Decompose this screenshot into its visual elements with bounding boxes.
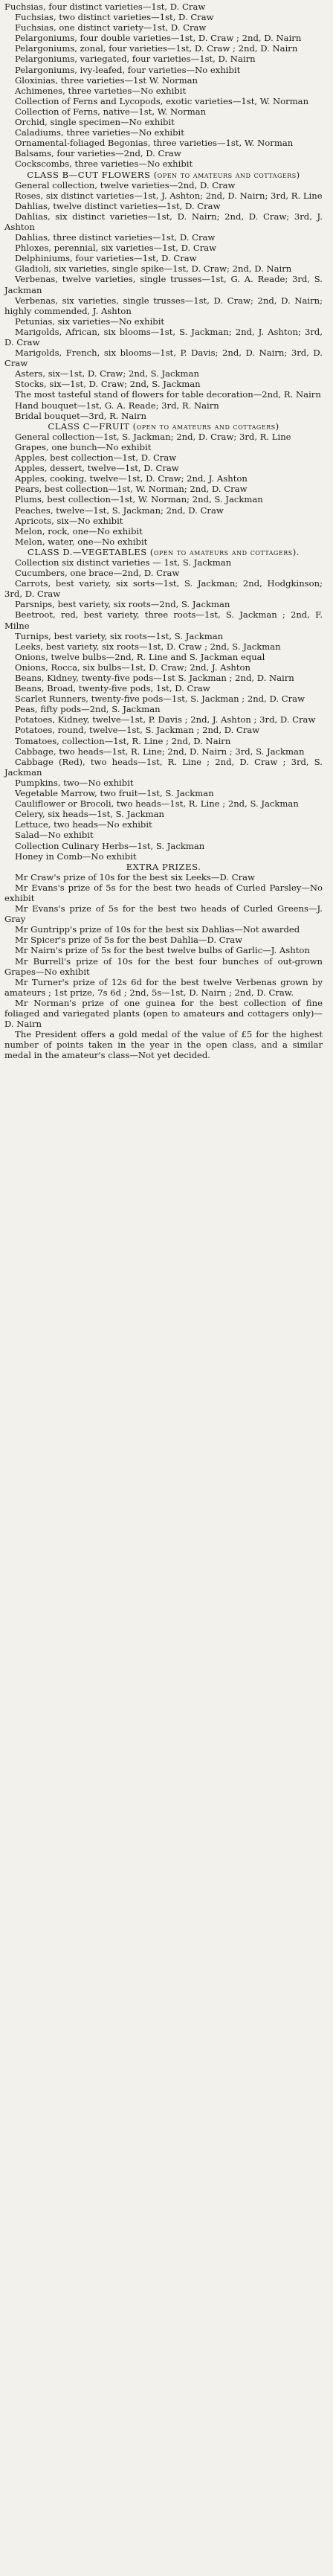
result-paragraph: Bridal bouquet—3rd, R. Nairn [15, 410, 146, 421]
result-paragraph: Melon, water, one—No exhibit [15, 536, 148, 547]
result-paragraph: Onions, twelve bulbs—2nd, R. Line and S. Jackman equal [15, 651, 265, 662]
result-paragraph: Gloxinias, three varieties—1st W. Norman [15, 74, 198, 86]
result-paragraph: Potatoes, round, twelve—1st, S. Jackman ; 2nd, D. Craw [15, 725, 260, 736]
result-paragraph: Mr Norman's prize of one guinea for the best collection of fine foliaged and variegated plants (open to amateurs and cottagers only)—D. Nairn [4, 997, 323, 1030]
result-paragraph: Fuchsias, two distinct varieties—1st, D. Craw [15, 12, 214, 23]
result-paragraph: Potatoes, Kidney, twelve—1st, P. Davis ; 2nd, J. Ashton ; 3rd, D. Craw [15, 714, 316, 725]
result-paragraph: Mr Spicer's prize of 5s for the best Dahlia—D. Craw [15, 935, 243, 946]
result-paragraph: Pelargoniums, ivy-leafed, four varieties—No exhibit [15, 64, 241, 75]
result-paragraph: Vegetable Marrow, two fruit—1st, S. Jackman [15, 788, 214, 799]
result-paragraph: Collection of Ferns and Lycopods, exotic varieties—1st, W. Norman [15, 95, 309, 106]
result-paragraph: General collection—1st, S. Jackman; 2nd, D. Craw; 3rd, R. Line [15, 431, 291, 442]
result-paragraph: Cucumbers, one brace—2nd, D. Craw [15, 568, 180, 579]
result-paragraph: Celery, six heads—1st, S. Jackman [15, 809, 165, 820]
result-paragraph: Apricots, six—No exhibit [15, 515, 123, 526]
result-paragraph: General collection, twelve varieties—2nd, D. Craw [15, 179, 236, 190]
result-paragraph: Onions, Rocca, six bulbs—1st, D. Craw; 2nd, J. Ashton [15, 661, 250, 673]
result-paragraph: Mr Burrell's prize of 10s for the best four bunches of out-grown Grapes—No exhibit [4, 955, 323, 977]
result-paragraph: Phloxes, perennial, six varieties—1st, D. Craw [15, 243, 217, 254]
result-paragraph: Balsams, four varieties—2nd, D. Craw [15, 148, 181, 159]
result-paragraph: The President offers a gold medal of the value of £5 for the highest number of points taken in the year in the open class, and a similar medal in the amateur's class—Not yet decided. [4, 1029, 323, 1061]
section-heading: CLASS D.—VEGETABLES (open to amateurs and cottagers). [28, 546, 300, 557]
result-paragraph: Pumpkins, two—No exhibit [15, 777, 134, 788]
result-paragraph: Pelargoniums, zonal, four varieties—1st, D. Craw ; 2nd, D. Nairn [15, 43, 298, 54]
result-paragraph: Marigolds, French, six blooms—1st, P. Davis; 2nd, D. Nairn; 3rd, D. Craw [4, 347, 323, 369]
result-paragraph: Mr Evans's prize of 5s for the best two heads of Curled Parsley—No exhibit [4, 882, 323, 903]
result-paragraph: Mr Guntripp's prize of 10s for the best six Dahlias—Not awarded [15, 924, 300, 935]
result-paragraph: Petunias, six varieties—No exhibit [15, 315, 165, 327]
result-paragraph: Stocks, six—1st, D. Craw; 2nd, S. Jackman [15, 379, 201, 390]
result-paragraph: Cockscombs, three varieties—No exhibit [15, 158, 193, 170]
result-paragraph: Apples, cooking, twelve—1st, D. Craw; 2nd, J. Ashton [15, 473, 248, 484]
result-paragraph: Roses, six distinct varieties—1st, J. Ashton; 2nd, D. Nairn; 3rd, R. Line [15, 190, 323, 201]
result-paragraph: Peaches, twelve—1st, S. Jackman; 2nd, D. Craw [15, 504, 224, 516]
result-paragraph: Mr Turner's prize of 12s 6d for the best twelve Verbenas grown by amateurs ; 1st prize, 7s 6d ; 2nd, 5s—1st, D. Nairn ; 2nd, D. Craw. [4, 976, 323, 998]
result-paragraph: Pelargoniums, variegated, four varieties—1st, D. Nairn [15, 54, 256, 65]
result-paragraph: Verbenas, twelve varieties, single trusses—1st, G. A. Reade; 3rd, S. Jackman [4, 274, 323, 295]
result-paragraph: Collection of Ferns, native—1st, W. Norman [15, 106, 207, 117]
result-paragraph: Ornamental-foliaged Begonias, three varieties—1st, W. Norman [15, 138, 294, 149]
result-paragraph: Gladioli, six varieties, single spike—1st, D. Craw; 2nd, D. Nairn [15, 263, 292, 275]
result-paragraph: Grapes, one bunch—No exhibit [15, 441, 152, 452]
result-paragraph: Caladiums, three varieties—No exhibit [15, 127, 184, 138]
result-paragraph: Apples, best collection—1st, D. Craw [15, 452, 177, 464]
result-paragraph: Scarlet Runners, twenty-five pods—1st, S. Jackman ; 2nd, D. Craw [15, 693, 305, 705]
result-paragraph: Beans, Broad, twenty-five pods, 1st, D. Craw [15, 683, 210, 694]
result-paragraph: Apples, dessert, twelve—1st, D. Craw [15, 463, 179, 474]
result-paragraph: Turnips, best variety, six roots—1st, S. Jackman [15, 630, 224, 641]
result-paragraph: Collection six distinct varieties — 1st, S. Jackman [15, 557, 232, 568]
result-paragraph: Leeks, best variety, six roots—1st, D. Craw ; 2nd, S. Jackman [15, 641, 281, 652]
result-paragraph: Orchid, single specimen—No exhibit [15, 117, 175, 128]
section-heading: CLASS C—FRUIT (open to amateurs and cottagers) [48, 420, 279, 432]
result-paragraph: Marigolds, African, six blooms—1st, S. Jackman; 2nd, J. Ashton; 3rd, D. Craw [4, 326, 323, 347]
result-paragraph: Mr Craw's prize of 10s for the best six Leeks—D. Craw [15, 871, 255, 882]
result-paragraph: Fuchsias, one distinct variety—1st, D. Craw [15, 22, 207, 33]
section-heading: EXTRA PRIZES. [126, 861, 201, 872]
section-heading: CLASS B—CUT FLOWERS (open to amateurs and cottagers) [27, 169, 300, 180]
result-paragraph: Salad—No exhibit [15, 830, 94, 841]
result-paragraph: Honey in Comb—No exhibit [15, 850, 137, 862]
result-paragraph: Achimenes, three varieties—No exhibit [15, 85, 187, 96]
result-paragraph: Collection Culinary Herbs—1st, S. Jackman [15, 840, 205, 851]
result-paragraph: Beetroot, red, best variety, three roots—1st, S. Jackman ; 2nd, F. Milne [4, 609, 323, 631]
result-paragraph: Pelargoniums, four double varieties—1st, D. Craw ; 2nd, D. Nairn [15, 33, 302, 44]
result-paragraph: Plums, best collection—1st, W. Norman; 2nd, S. Jackman [15, 494, 263, 505]
result-paragraph: Cabbage (Red), two heads—1st, R. Line ; 2nd, D. Craw ; 3rd, S. Jackman [4, 756, 323, 778]
result-paragraph: Peas, fifty pods—2nd, S. Jackman [15, 704, 161, 715]
result-paragraph: Parsnips, best variety, six roots—2nd, S. Jackman [15, 599, 230, 610]
result-paragraph: Fuchsias, four distinct varieties—1st, D. Craw [4, 1, 206, 12]
result-paragraph: Verbenas, six varieties, single trusses—1st, D. Craw; 2nd, D. Nairn; highly commended, J. Ashton [4, 295, 323, 316]
result-paragraph: Delphiniums, four varieties—1st, D. Craw [15, 253, 197, 264]
result-paragraph: The most tasteful stand of flowers for table decoration—2nd, R. Nairn [15, 389, 321, 400]
result-paragraph: Tomatoes, collection—1st, R. Line ; 2nd, D. Nairn [15, 735, 231, 746]
result-paragraph: Asters, six—1st, D. Craw; 2nd, S. Jackman [15, 368, 199, 379]
newspaper-column [0, 0, 326, 1065]
result-paragraph: Dahlias, six distinct varieties—1st, D. Nairn; 2nd, D. Craw; 3rd, J. Ashton [4, 211, 323, 232]
result-paragraph: Melon, rock, one—No exhibit [15, 525, 143, 536]
result-paragraph: Hand bouquet—1st, G. A. Reade; 3rd, R. Nairn [15, 400, 219, 411]
result-paragraph: Dahlias, three distinct varieties—1st, D. Craw [15, 232, 216, 243]
result-paragraph: Carrots, best variety, six sorts—1st, S. Jackman; 2nd, Hodgkinson; 3rd, D. Craw [4, 578, 323, 600]
result-paragraph: Pears, best collection—1st, W. Norman; 2nd, D. Craw [15, 484, 248, 495]
result-paragraph: Mr Nairn's prize of 5s for the best twelve bulbs of Garlic—J. Ashton [15, 945, 310, 956]
result-paragraph: Cauliflower or Brocoli, two heads—1st, R. Line ; 2nd, S. Jackman [15, 798, 299, 810]
result-paragraph: Beans, Kidney, twenty-five pods—1st S. Jackman ; 2nd, D. Nairn [15, 673, 294, 683]
result-paragraph: Mr Evans's prize of 5s for the best two heads of Curled Greens—J. Gray [4, 903, 323, 925]
result-paragraph: Cabbage, two heads—1st, R. Line; 2nd, D. Nairn ; 3rd, S. Jackman [15, 746, 305, 757]
result-paragraph: Lettuce, two heads—No exhibit [15, 819, 152, 830]
result-paragraph: Dahlias, twelve distinct varieties—1st, D. Craw [15, 200, 221, 211]
